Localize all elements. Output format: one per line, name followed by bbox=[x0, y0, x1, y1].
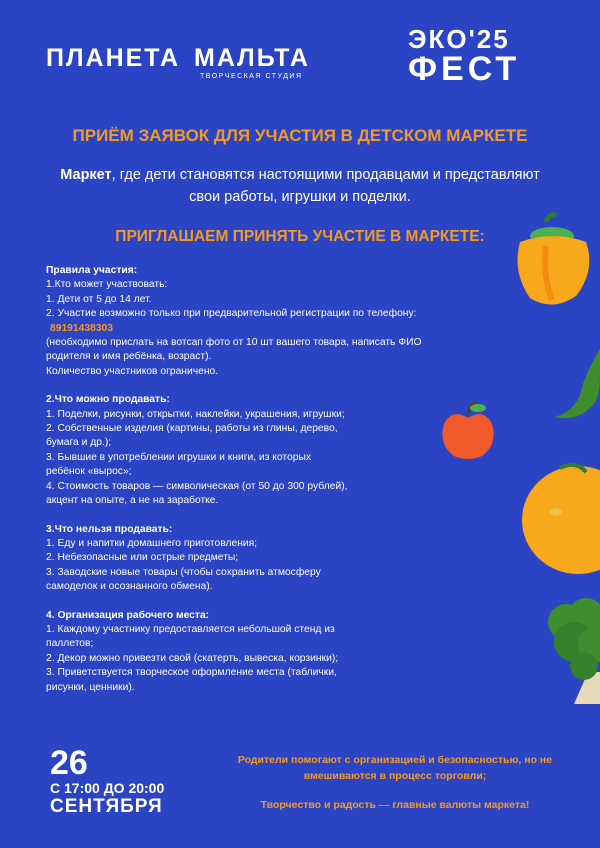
rules-s4-l1: 1. Каждому участнику предоставляется небольшой стенд из bbox=[46, 623, 335, 635]
rules-s4-l3: 2. Декор можно привезти свой (скатерть, вывеска, корзинки); bbox=[46, 652, 339, 664]
rules-s3-l3: 3. Заводские новые товары (чтобы сохранить атмосферу bbox=[46, 566, 321, 578]
rules-s1-l3: (необходимо прислать на вотсап фото от 10 шт вашего товара, написать ФИО bbox=[46, 337, 422, 349]
chili-icon bbox=[550, 345, 600, 425]
rules-s2-l7: акцент на опыте, а не на заработке. bbox=[46, 495, 219, 507]
page-title: ПРИЁМ ЗАЯВОК ДЛЯ УЧАСТИЯ В ДЕТСКОМ МАРКЕТЕ bbox=[72, 126, 528, 145]
pepper-icon bbox=[506, 212, 600, 312]
rules-s3-title: 3.Что нельзя продавать: bbox=[46, 523, 173, 535]
rules-s2-l3: бумага и др.); bbox=[46, 437, 112, 449]
subtitle: ПРИГЛАШАЕМ ПРИНЯТЬ УЧАСТИЕ В МАРКЕТЕ: bbox=[115, 228, 485, 245]
rules-s2-l1: 1. Поделки, рисунки, открытки, наклейки, украшения, игрушки; bbox=[46, 408, 345, 420]
orange-icon bbox=[516, 462, 600, 578]
note-parents bbox=[210, 752, 580, 784]
note-creativity: Творчество и радость — главные валюты маркета! bbox=[260, 799, 530, 811]
intro-line2: свои работы, игрушки и поделки. bbox=[189, 189, 411, 205]
rules-s4-l4: 3. Приветствуется творческое оформление места (таблички, bbox=[46, 667, 337, 679]
note-parents-l1: Родители помогают с организацией и безопасностью, но не bbox=[237, 754, 553, 766]
rules-s2-l4: 3. Бывшие в употреблении игрушки и книги, из которых bbox=[46, 451, 311, 463]
logo-malta: МАЛЬТА bbox=[194, 44, 310, 72]
phone-number[interactable]: 89191438303 bbox=[50, 322, 113, 334]
rules-s3-l4: самоделок и осознанного обмена). bbox=[46, 581, 213, 593]
intro-text bbox=[40, 164, 560, 208]
rules-s4-title: 4. Организация рабочего места: bbox=[46, 609, 210, 621]
rules-s1-title: 1.Кто может участвовать: bbox=[46, 279, 168, 291]
rules-s4-l2: паллетов; bbox=[46, 638, 94, 650]
rules-s4-l5: рисунки, ценники). bbox=[46, 681, 135, 693]
logo-planeta: ПЛАНЕТА bbox=[46, 44, 181, 72]
intro-bold: Маркет bbox=[60, 167, 112, 183]
rules-s3-l1: 1. Еду и напитки домашнего приготовления; bbox=[46, 537, 258, 549]
rules-s2-title: 2.Что можно продавать: bbox=[46, 394, 170, 406]
fest-logo-bottom: ФЕСТ bbox=[408, 50, 521, 88]
note-parents-l2: вмешиваются в процесс торговли; bbox=[303, 770, 487, 782]
logo-studio-subtitle: ТВОРЧЕСКАЯ СТУДИЯ bbox=[200, 73, 303, 80]
rules-s2-l5: ребёнок «вырос»; bbox=[46, 466, 132, 478]
intro-line1: , где дети становятся настоящими продавцами и представляют bbox=[111, 167, 540, 183]
rules-s3-l2: 2. Небезопасные или острые предметы; bbox=[46, 552, 239, 564]
date-day: 26 bbox=[50, 744, 88, 782]
rules-s1-l1: 1. Дети от 5 до 14 лет. bbox=[46, 293, 152, 305]
rules-s1-l2: 2. Участие возможно только при предварительной регистрации по телефону: bbox=[46, 308, 417, 320]
rules-s1-l5: Количество участников ограничено. bbox=[46, 365, 219, 377]
broccoli-icon bbox=[530, 592, 600, 712]
fest-logo-top: ЭКО'25 bbox=[408, 24, 510, 54]
rules-header: Правила участия: bbox=[46, 265, 138, 276]
rules-s1-l4: родителя и имя ребёнка, возраст). bbox=[46, 351, 212, 363]
date-month: СЕНТЯБРЯ bbox=[50, 796, 163, 817]
rules-s2-l2: 2. Собственные изделия (картины, работы из глины, дерево, bbox=[46, 423, 338, 435]
rules-block bbox=[46, 264, 466, 695]
date-time: С 17:00 ДО 20:00 bbox=[50, 780, 165, 796]
apple-icon bbox=[438, 400, 498, 462]
rules-s2-l6: 4. Стоимость товаров — символическая (от 50 до 300 рублей), bbox=[46, 480, 348, 492]
